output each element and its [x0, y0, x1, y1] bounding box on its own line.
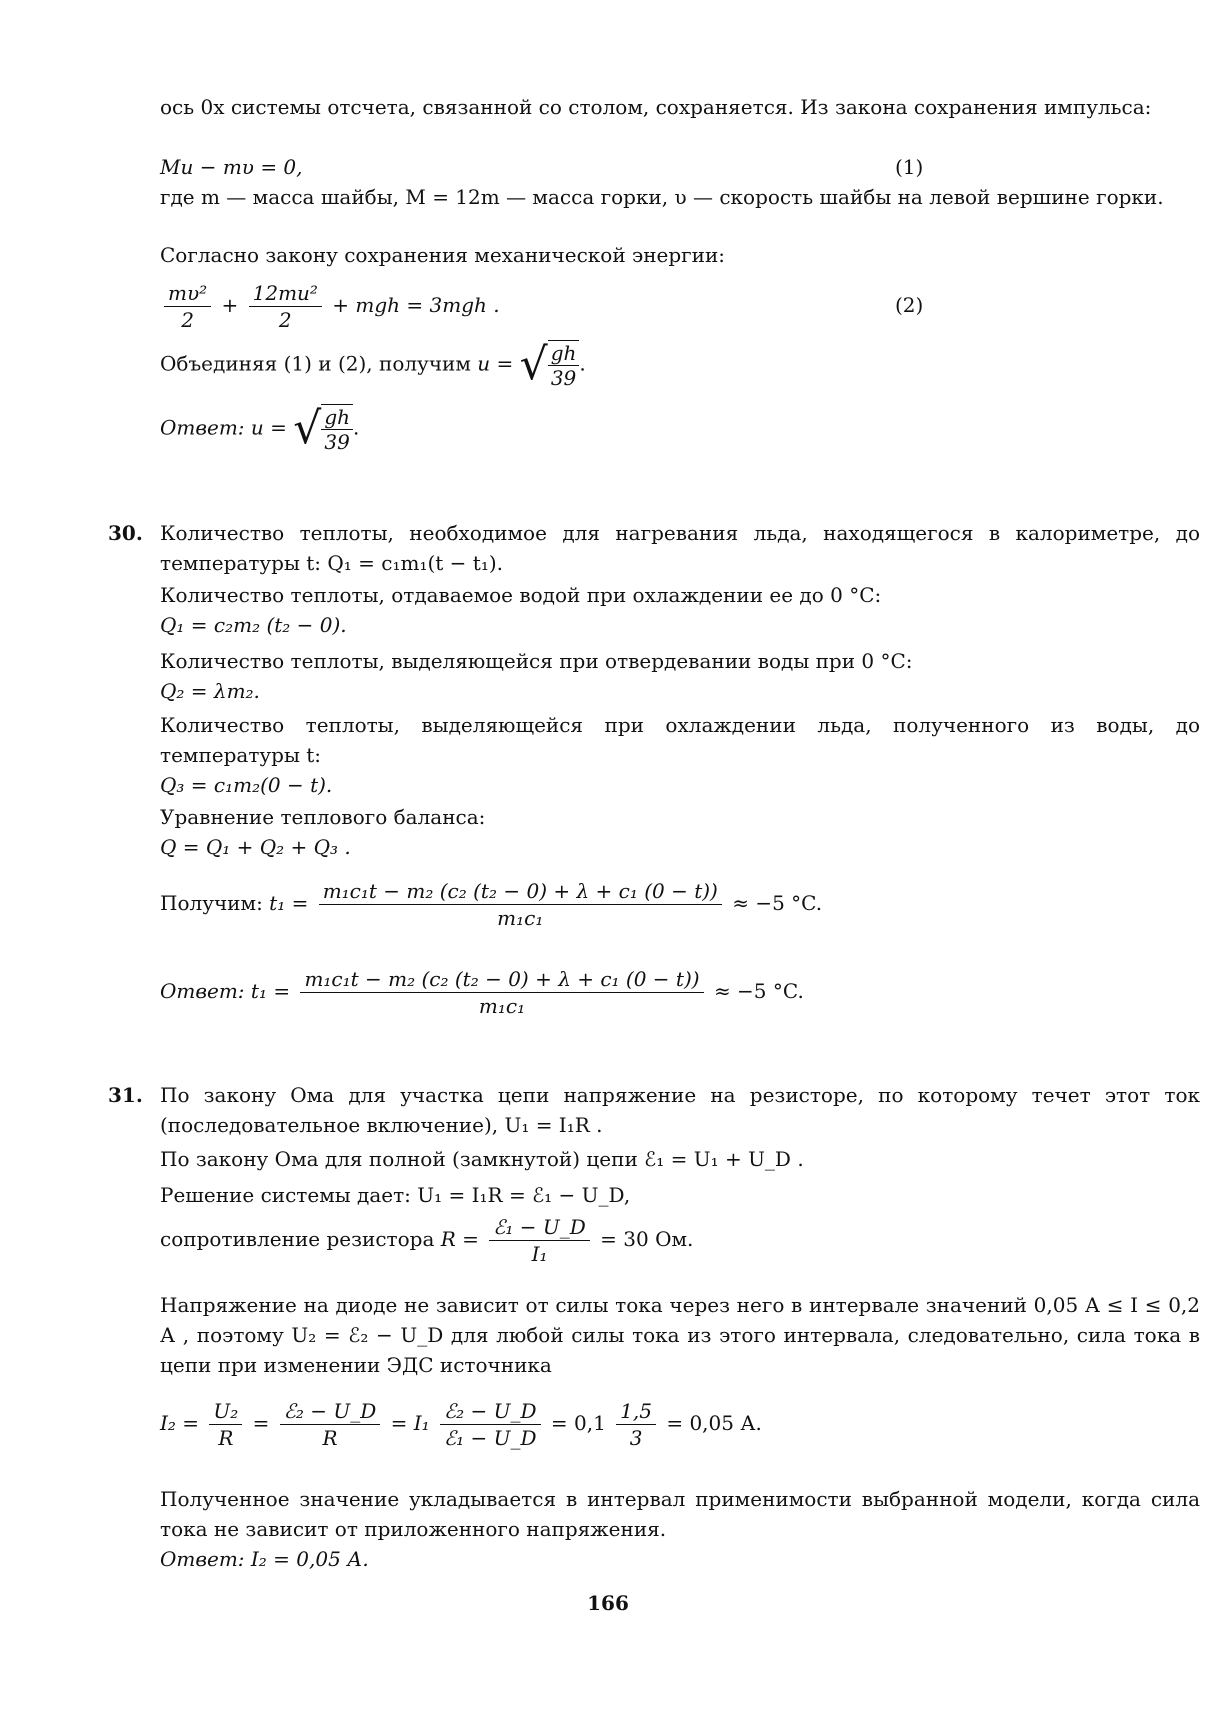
p29-answer-row: Ответ: u = √ $\frac{gh}{39}$ . — [160, 403, 360, 454]
p31-frac-2: $\frac{\text{ℰ₂ − U\_D}}{R}$ — [280, 1398, 381, 1451]
p31-frac-3: $\frac{\text{ℰ₂ − U\_D}}{\text{ℰ₁ − U\_D}}$ — [440, 1398, 541, 1451]
p30-answer-fraction: $\frac{\text{m₁c₁t − m₂ (c₂ (t₂ − 0) + λ + c₁ (0 − t))}}{\text{m₁c₁}}$ — [300, 966, 703, 1019]
p31-line4: Напряжение на диоде не зависит от силы тока через него в интервале значений 0,05 А ≤ I ≤ 0,2 А , поэтому U₂ = ℰ₂ − U_D для любой силы тока из этого интервала, следовательно, сила тока в цепи при изменении ЭДС источника — [160, 1293, 1200, 1377]
p30-line1: Количество теплоты, необходимое для нагревания льда, находящегося в калориметре, до температуры t: Q₁ = c₁m₁(t − t₁). — [160, 521, 1200, 575]
p29-energy-law: Согласно закону сохранения механической энергии: — [160, 243, 726, 267]
p30-line3: Количество теплоты, выделяющейся при отвердевании воды при 0 °C: — [160, 649, 913, 673]
p29-sqrt-formula: √ $\frac{gh}{39}$ — [520, 340, 580, 390]
p29-combine-row: Объединяя (1) и (2), получим u = √ $\frac{gh}{39}$ . — [160, 339, 586, 390]
p30-line4: Количество теплоты, выделяющейся при охлаждении льда, полученного из воды, до температуры t: — [160, 713, 1200, 767]
p31-answer-row — [160, 1544, 1200, 1574]
p29-intro: ось 0x системы отсчета, связанной со столом, сохраняется. Из закона сохранения импульса: — [160, 95, 1152, 119]
p31-line3: Решение системы дает: U₁ = I₁R = ℰ₁ − U_D, — [160, 1183, 631, 1207]
p29-eq2-number: (2) — [895, 293, 924, 317]
p31-resistance-row: сопротивление резистора R = $\frac{\text{ℰ₁ − U\_D}}{\text{I₁}}$ = 30 Ом. — [160, 1215, 694, 1266]
p30-answer-row: Ответ: t₁ = $\frac{\text{m₁c₁t − m₂ (c₂ (t₂ − 0) + λ + c₁ (0 − t))}}{\text{m₁c₁}}$ ≈ −5 °C. — [160, 967, 804, 1018]
answer-label: Ответ: — [160, 979, 245, 1003]
p30-number: 30. — [108, 521, 143, 545]
p30-eq-b: Q₂ = λm₂. — [160, 679, 260, 703]
p29-eq1-number: (1) — [895, 155, 924, 179]
answer-label: Ответ: — [160, 415, 245, 440]
p31-current-row: I₂ = $\frac{\text{U₂}}{R}$ = $\frac{\text{ℰ₂ − U\_D}}{R}$ = I₁ $\frac{\text{ℰ₂ − U\_D}}{\text{ℰ₁ − U\_D}}$ = 0,1 $\frac{1,5}{3}$ = 0,05 А. — [160, 1399, 762, 1450]
p29-definitions: где m — масса шайбы, M = 12m — масса горки, υ — скорость шайбы на левой вершине горки. — [160, 185, 1164, 209]
p31-line2: По закону Ома для полной (замкнутой) цепи ℰ₁ = U₁ + U_D . — [160, 1147, 804, 1171]
p30-eq-a: Q₁ = c₂m₂ (t₂ − 0). — [160, 613, 347, 637]
p29-eq1-row — [160, 152, 1200, 182]
p29-eq2-frac2: $\frac{\text{12mu²}}{2}$ — [249, 280, 322, 333]
p29-answer-sqrt: √ $\frac{gh}{39}$ — [293, 404, 353, 454]
p31-resistance-fraction: $\frac{\text{ℰ₁ − U\_D}}{\text{I₁}}$ — [489, 1214, 590, 1267]
p31-line5: Полученное значение укладывается в интервал применимости выбранной модели, когда сила тока не зависит от приложенного напряжения. — [160, 1487, 1200, 1541]
p29-eq2-frac1: $\frac{\text{mυ²}}{2}$ — [164, 280, 211, 333]
p30-line2: Количество теплоты, отдаваемое водой при охлаждении ее до 0 °C: — [160, 583, 882, 607]
answer-label: Ответ: — [160, 1547, 245, 1571]
p30-line5: Уравнение теплового баланса: — [160, 805, 486, 829]
p31-answer-value: I₂ = 0,05 А. — [250, 1547, 369, 1571]
page-number: 166 — [587, 1591, 629, 1615]
p30-eq-d: Q = Q₁ + Q₂ + Q₃ . — [160, 835, 351, 859]
p31-frac-4: $\frac{1,5}{3}$ — [616, 1398, 656, 1451]
p30-t1-fraction: $\frac{\text{m₁c₁t − m₂ (c₂ (t₂ − 0) + λ + c₁ (0 − t))}}{\text{m₁c₁}}$ — [319, 878, 722, 931]
p31-number: 31. — [108, 1083, 143, 1107]
p31-line1: По закону Ома для участка цепи напряжение на резисторе, по которому течет этот ток (последовательное включение), U₁ = I₁R . — [160, 1083, 1200, 1137]
p30-eq-c: Q₃ = c₁m₂(0 − t). — [160, 773, 333, 797]
p30-result-row: Получим: t₁ = $\frac{\text{m₁c₁t − m₂ (c₂ (t₂ − 0) + λ + c₁ (0 − t))}}{\text{m₁c₁}}$ ≈ −5 °C. — [160, 879, 823, 930]
p29-eq2-row: $\frac{\text{mυ²}}{2}$ + $\frac{\text{12mu²}}{2}$ + mgh = 3mgh . — [160, 280, 1200, 333]
p29-eq2-rest: + mgh = 3mgh . — [332, 293, 500, 317]
p29-eq1: Mu − mυ = 0, — [160, 155, 303, 179]
p31-frac-1: $\frac{\text{U₂}}{R}$ — [209, 1398, 242, 1451]
